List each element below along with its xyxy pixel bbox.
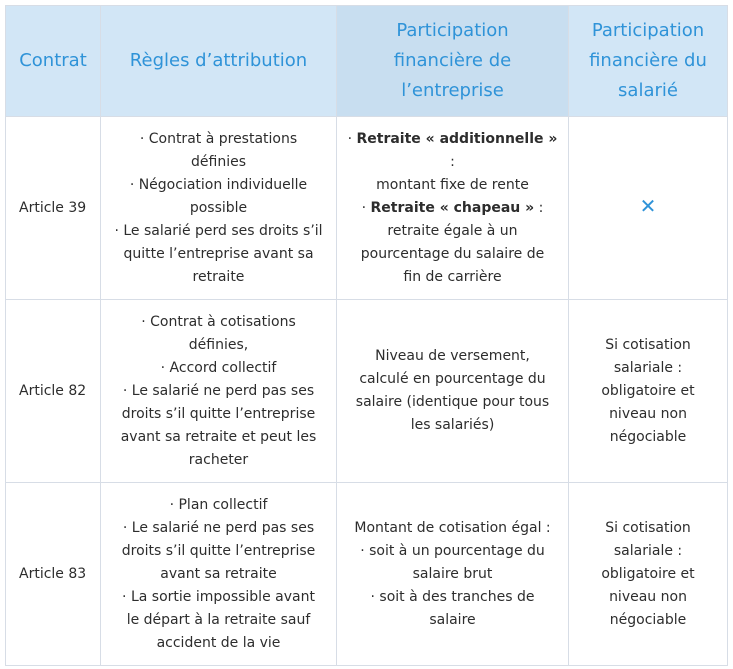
cell-salarie: Si cotisation salariale : obligatoire et niveau non négociable xyxy=(569,300,728,483)
cell-regles: · Contrat à prestations définies · Négociation individuelle possible · Le salarié perd ses droits s’il quitte l’entreprise avant sa retraite xyxy=(101,117,337,300)
header-entreprise: Participation financière de l’entreprise xyxy=(337,6,569,117)
table-row xyxy=(6,300,728,483)
cell-regles: · Plan collectif · Le salarié ne perd pas ses droits s’il quitte l’entreprise avant sa retraite · La sortie impossible avant le départ à la retraite sauf accident de la vie xyxy=(101,483,337,666)
table-row xyxy=(6,483,728,666)
header-row xyxy=(6,6,728,117)
pension-comparison-table xyxy=(5,5,728,666)
header-contrat: Contrat xyxy=(6,6,101,117)
cell-entreprise: Niveau de versement, calculé en pourcentage du salaire (identique pour tous les salariés) xyxy=(337,300,569,483)
cell-regles: · Contrat à cotisations définies, · Accord collectif · Le salarié ne perd pas ses droits s’il quitte l’entreprise avant sa retraite et peut les racheter xyxy=(101,300,337,483)
header-regles: Règles d’attribution xyxy=(101,6,337,117)
cell-salarie: Si cotisation salariale : obligatoire et niveau non négociable xyxy=(569,483,728,666)
close-icon: ✕ xyxy=(639,194,657,218)
cell-salarie xyxy=(569,117,728,300)
header-salarie: Participation financière du salarié xyxy=(569,6,728,117)
table-row xyxy=(6,117,728,300)
cell-entreprise: Montant de cotisation égal : · soit à un pourcentage du salaire brut · soit à des tranches de salaire xyxy=(337,483,569,666)
cell-contrat: Article 39 xyxy=(6,117,101,300)
cell-contrat: Article 82 xyxy=(6,300,101,483)
cell-contrat: Article 83 xyxy=(6,483,101,666)
cell-entreprise: · Retraite « additionnelle » : montant fixe de rente · Retraite « chapeau » : retraite égale à un pourcentage du salaire de fin de carrière xyxy=(337,117,569,300)
